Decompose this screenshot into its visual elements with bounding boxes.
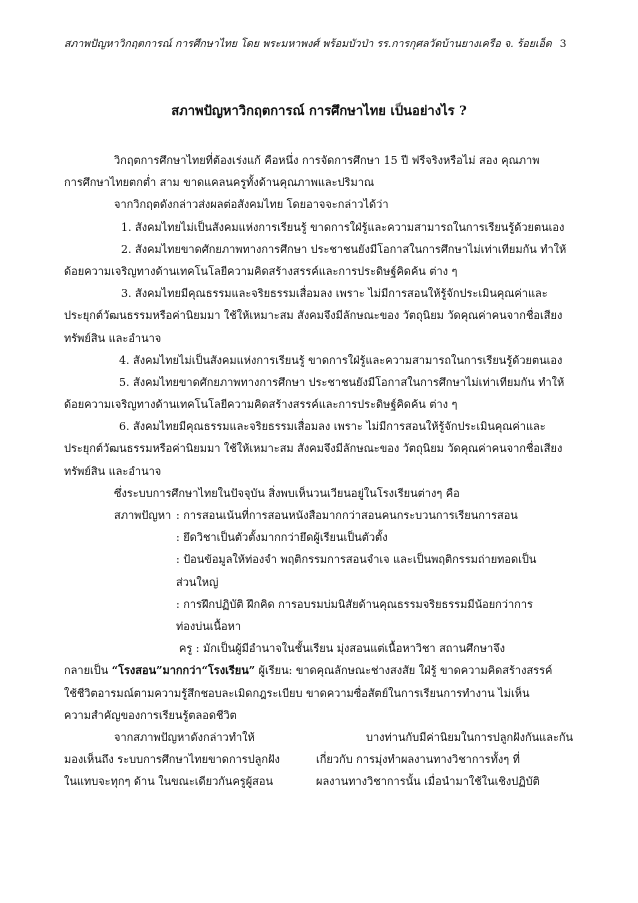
list-item: 1. สังคมไทยไม่เป็นสังคมแห่งการเรียนรู้ ขาดการใฝ่รู้และความสามารถในการเรียนรู้ด้วยตนเอง <box>121 220 565 234</box>
problem-item: : การสอนเน้นที่การสอนหนังสือมากกว่าสอนคนกระบวนการเรียนการสอน <box>176 509 518 522</box>
list-item-continuation: ประยุกต์วัฒนธรรมหรือค่านิยมมา ใช้ให้เหมาะสม สังคมจึงมีลักษณะของ วัตถุนิยม วัดคุณค่าคนจากชื่อเสียง <box>64 442 563 456</box>
paragraph-line: ซึ่งระบบการศึกษาไทยในปัจจุบัน สิ่งพบเห็นวนเวียนอยู่ในโรงเรียนต่างๆ คือ <box>114 486 460 500</box>
list-item: 3. สังคมไทยมีคุณธรรมและจริยธรรมเสื่อมลง เพราะ ไม่มีการสอนให้รู้จักประเมินคุณค่าและ <box>121 287 548 301</box>
list-item-continuation: ทรัพย์สิน และอำนาจ <box>64 464 162 478</box>
list-item: 4. สังคมไทยไม่เป็นสังคมแห่งการเรียนรู้ ขาดการใฝ่รู้และความสามารถในการเรียนรู้ด้วยตนเอง <box>119 353 563 367</box>
left-column-line: ในแทบจะทุกๆ ด้าน ในขณะเดียวกันครูผู้สอน <box>64 775 273 789</box>
two-column-row <box>64 771 576 793</box>
right-column-line: ผลงานทางวิชาการนั้น เมื่อนำมาใช้ในเชิงปฏิบัติ <box>316 775 540 789</box>
right-column-line: บางท่านกับมีค่านิยมในการปลูกฝังกันและกัน <box>366 730 574 744</box>
right-column-line: เกี่ยวกับ การมุ่งทำผลงานทางวิชาการทั้งๆ ที่ <box>316 753 520 767</box>
problem-item-continuation: ท่องบ่นเนื้อหา <box>176 619 242 633</box>
running-title: สภาพปัญหาวิกฤตการณ์ การศึกษาไทย โดย พระมหาพงศ์ พร้อมบัวป่า รร.การกุศลวัดบ้านยางเครือ จ. ร้อยเอ็ด <box>64 38 552 50</box>
two-column-row <box>64 749 576 771</box>
list-item: 6. สังคมไทยมีคุณธรรมและจริยธรรมเสื่อมลง เพราะ ไม่มีการสอนให้รู้จักประเมินคุณค่าและ <box>119 420 546 434</box>
page-number: 3 <box>559 38 567 50</box>
left-column-line: จากสภาพปัญหาดังกล่าวทำให้ <box>114 730 255 744</box>
problem-item: : ป้อนข้อมูลให้ท่องจำ พฤติกรรมการสอนจำเจ และเป็นพฤติกรรมถ่ายทอดเป็น <box>176 553 537 567</box>
problem-item-continuation <box>64 660 576 682</box>
two-column-row <box>64 727 576 749</box>
list-item-continuation: ด้อยความเจริญทางด้านเทคโนโลยีความคิดสร้างสรรค์และการประดิษฐ์คิดค้น ต่าง ๆ <box>64 398 458 412</box>
list-item-continuation: ด้อยความเจริญทางด้านเทคโนโลยีความคิดสร้างสรรค์และการประดิษฐ์คิดค้น ต่าง ๆ <box>64 264 458 278</box>
text-run: กลายเป็น <box>64 664 112 678</box>
problem-item: : การฝึกปฏิบัติ ฝึกคิด การอบรมบ่มนิสัยด้านคุณธรรมจริยธรรมมีน้อยกว่าการ <box>176 597 533 611</box>
problem-item-continuation: ใช้ชีวิตอารมณ์ตามความรู้สึกชอบละเมิดกฎระเบียบ ขาดความซื่อสัตย์ในการเรียนการทำงาน ไม่เห็น <box>64 686 530 700</box>
problem-item-continuation: ส่วนใหญ่ <box>176 575 219 589</box>
list-item-continuation: ทรัพย์สิน และอำนาจ <box>64 331 162 345</box>
paragraph-line: การศึกษาไทยตกต่ำ สาม ขาดแคลนครูทั้งด้านคุณภาพและปริมาณ <box>64 176 375 190</box>
paragraph-line: วิกฤตการศึกษาไทยที่ต้องเร่งแก้ คือหนึ่ง การจัดการศึกษา 15 ปี ฟรีจริงหรือไม่ สอง คุณภาพ <box>114 154 540 167</box>
paragraph-line: จากวิกฤตดังกล่าวส่งผลต่อสังคมไทย โดยอาจจะกล่าวได้ว่า <box>114 198 389 212</box>
problem-item-continuation: ความสำคัญของการเรียนรู้ตลอดชีวิต <box>64 708 237 722</box>
list-item-continuation: ประยุกต์วัฒนธรรมหรือค่านิยมมา ใช้ให้เหมาะสม สังคมจึงมีลักษณะของ วัตถุนิยม วัดคุณค่าคนจากชื่อเสียง <box>64 309 563 323</box>
running-header <box>64 35 584 52</box>
document-body <box>64 150 576 793</box>
problem-item: ครู : มักเป็นผู้มีอำนาจในชั้นเรียน มุ่งสอนแต่เนื้อหาวิชา สถานศึกษาจึง <box>179 642 506 656</box>
list-item: 2. สังคมไทยขาดศักยภาพทางการศึกษา ประชาชนยังมีโอกาสในการศึกษาไม่เท่าเทียมกัน ทำให้ <box>121 242 567 256</box>
text-run: ผู้เรียน: ขาดคุณลักษณะช่างสงสัย ใฝ่รู้ ขาดความคิดสร้างสรรค์ <box>255 664 553 678</box>
emphasis-text: “โรงสอน”มากกว่า“โรงเรียน” <box>111 664 256 678</box>
problem-row <box>64 505 576 527</box>
problem-item: : ยึดวิชาเป็นตัวตั้งมากกว่ายึดผู้เรียนเป็นตัวตั้ง <box>176 531 388 545</box>
left-column-line: มองเห็นถึง ระบบการศึกษาไทยขาดการปลูกฝัง <box>64 753 280 767</box>
document-title: สภาพปัญหาวิกฤตการณ์ การศึกษาไทย เป็นอย่างไร ? <box>171 104 467 119</box>
problem-label: สภาพปัญหา <box>114 509 172 522</box>
list-item: 5. สังคมไทยขาดศักยภาพทางการศึกษา ประชาชนยังมีโอกาสในการศึกษาไม่เท่าเทียมกัน ทำให้ <box>119 375 565 389</box>
